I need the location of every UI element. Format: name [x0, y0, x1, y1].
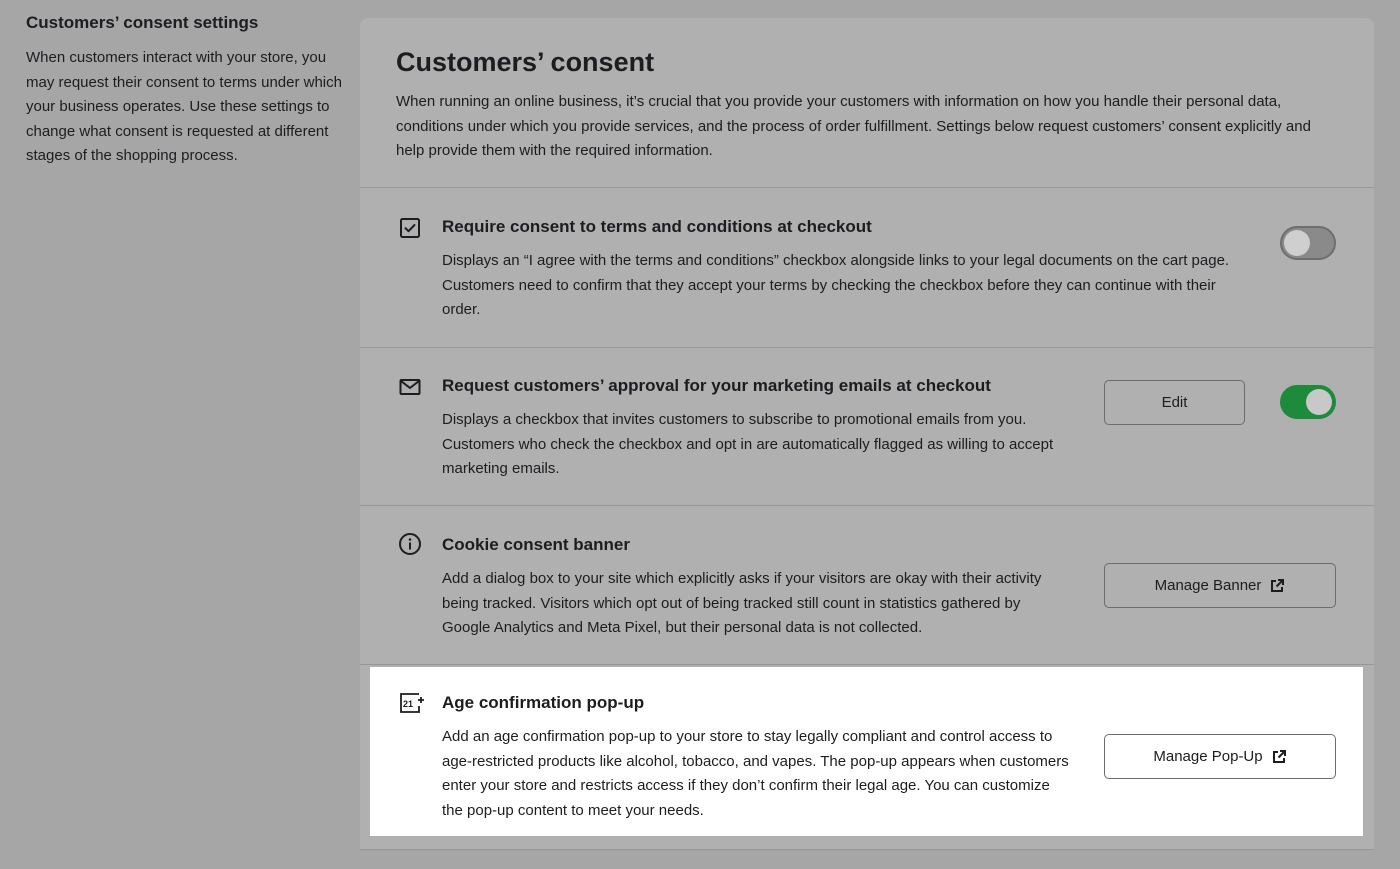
- age-confirmation-row: [370, 667, 1363, 836]
- age-21-icon: [399, 691, 425, 715]
- cookie-banner-row: [360, 505, 1374, 664]
- toggle-knob: [1284, 230, 1310, 256]
- manage-popup-label: Manage Pop-Up: [1153, 748, 1263, 765]
- edit-button[interactable]: [1104, 380, 1245, 425]
- cookie-banner-description: Add a dialog box to your site which explicitly asks if your visitors are okay with their activity being tracked. Visitors which opt out of being tracked still count in statistics gathered by Google Analytics and Meta Pixel, but their personal data is not collected.: [442, 570, 1042, 636]
- card-description: When running an online business, it’s crucial that you provide your customers with information on how you handle their personal data, conditions under which you provide services, and the process of order fulfillment. Settings below request customers’ consent explicitly and help provide them with the required information.: [396, 93, 1311, 159]
- marketing-emails-toggle[interactable]: [1280, 385, 1336, 419]
- age-confirmation-description: Add an age confirmation pop-up to your store to stay legally compliant and control access to age-restricted products like alcohol, tobacco, and vapes. The pop-up appears when customers enter your store and restricts access if they don’t confirm their legal age. You can customize the pop-up content to meet your needs.: [442, 728, 1069, 819]
- terms-consent-title: Require consent to terms and conditions at checkout: [442, 217, 872, 236]
- marketing-emails-row: [360, 347, 1374, 505]
- card-header: [360, 18, 1374, 188]
- terms-consent-row: [360, 187, 1374, 347]
- toggle-knob: [1306, 389, 1332, 415]
- cookie-banner-title: Cookie consent banner: [442, 535, 630, 554]
- manage-banner-label: Manage Banner: [1154, 577, 1262, 594]
- manage-popup-button[interactable]: [1104, 734, 1336, 779]
- svg-text:21: 21: [403, 699, 414, 709]
- marketing-emails-title: Request customers’ approval for your marketing emails at checkout: [442, 376, 991, 395]
- age-confirmation-title: Age confirmation pop-up: [442, 693, 645, 712]
- checkbox-icon: [398, 216, 422, 240]
- sidebar-title: Customers’ consent settings: [26, 13, 259, 32]
- marketing-emails-description: Displays a checkbox that invites customers to subscribe to promotional emails from you. Customers who check the checkbox and opt in are automatically flagged as willing to accept marketing emails.: [442, 411, 1054, 477]
- envelope-icon: [398, 375, 422, 399]
- card-title: Customers’ consent: [396, 47, 655, 77]
- sidebar-description: When customers interact with your store, you may request their consent to terms under which your business operates. Use these settings to change what consent is requested at different stages of the shopping process.: [26, 49, 342, 164]
- manage-banner-button[interactable]: [1104, 563, 1336, 608]
- terms-consent-toggle[interactable]: [1280, 226, 1336, 260]
- terms-consent-description: Displays an “I agree with the terms and conditions” checkbox alongside links to your legal documents on the cart page. Customers need to confirm that they accept your terms by checking the checkbox before they can continue with their order.: [442, 252, 1230, 318]
- external-link-icon: [1271, 749, 1287, 765]
- external-link-icon: [1269, 578, 1285, 594]
- edit-button-label: Edit: [1161, 394, 1188, 411]
- info-icon: [398, 532, 422, 556]
- card-bottom-divider: [360, 849, 1374, 850]
- consent-settings-sidebar: [26, 12, 344, 169]
